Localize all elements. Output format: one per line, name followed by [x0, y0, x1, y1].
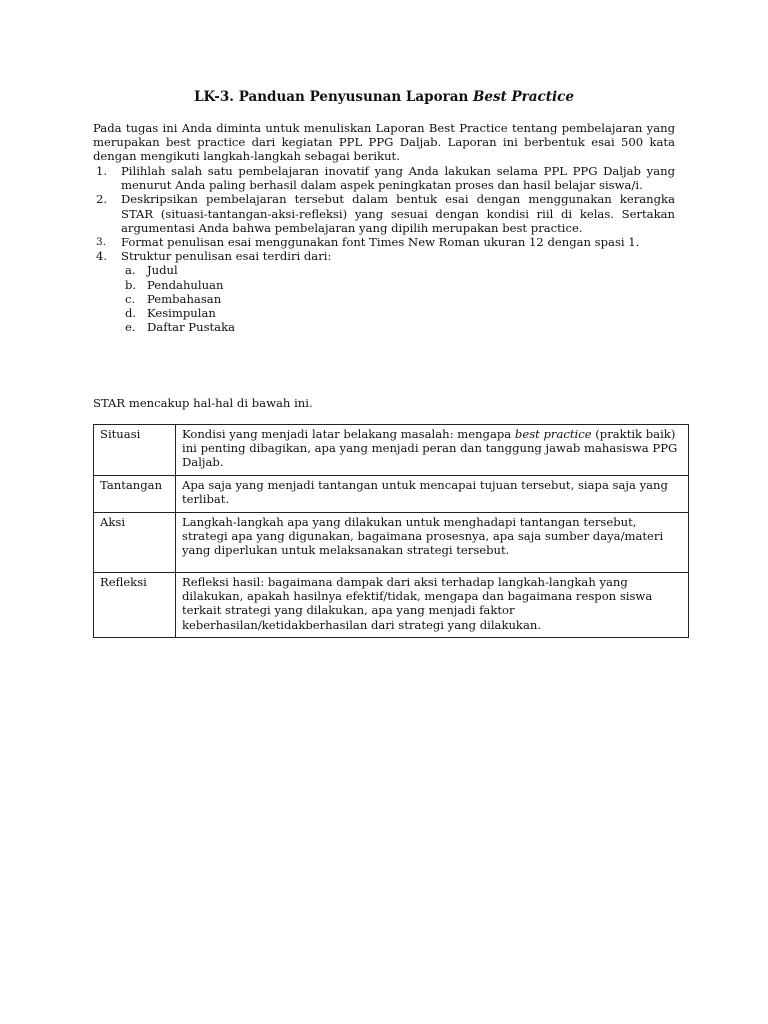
structure-letter: a. [125, 263, 136, 278]
step-number: 3. [96, 236, 107, 249]
structure-item [121, 278, 675, 292]
structure-item [121, 320, 675, 334]
desc-text: Kondisi yang menjadi latar belakang masalah: mengapa [182, 427, 515, 441]
structure-text: Daftar Pustaka [147, 320, 236, 335]
structure-item [121, 292, 675, 306]
star-row-tantangan [94, 476, 689, 513]
star-key: Situasi [94, 425, 176, 476]
structure-letter: e. [125, 320, 136, 335]
star-description: Apa saja yang menjadi tantangan untuk mencapai tujuan tersebut, siapa saja yang terlibat. [176, 476, 689, 513]
star-description [176, 425, 689, 476]
step-number: 2. [96, 192, 108, 207]
star-description: Langkah-langkah apa yang dilakukan untuk menghadapi tantangan tersebut, strategi apa yang digunakan, bagaimana prosesnya, apa saja sumber daya/materi yang diperlukan untuk melaksanakan strategi tersebut. [176, 513, 689, 573]
step-text: Deskripsikan pembelajaran tersebut dalam bentuk esai dengan menggunakan kerangka STAR (situasi-tantangan-aksi-refleksi) yang sesuai dengan kondisi riil di kelas. Sertakan argumentasi Anda bahwa pembelajaran yang dipilih merupakan best practice. [121, 192, 675, 235]
star-key: Tantangan [94, 476, 176, 513]
star-row-situasi [94, 425, 689, 476]
document-title [0, 88, 768, 106]
star-description: Refleksi hasil: bagaimana dampak dari aksi terhadap langkah-langkah yang dilakukan, apakah hasilnya efektif/tidak, mengapa dan bagaimana respon siswa terkait strategi yang dilakukan, apa yang menjadi faktor keberhasilan/ketidakberhasilan dari strategi yang dilakukan. [176, 573, 689, 638]
steps-list [93, 164, 675, 334]
star-intro: STAR mencakup hal-hal di bawah ini. [93, 396, 313, 410]
star-table [93, 424, 689, 638]
desc-italic: best practice [514, 427, 592, 441]
title-prefix: LK-3. Panduan Penyusunan Laporan [194, 89, 473, 105]
star-key: Aksi [94, 513, 176, 573]
step-text: Struktur penulisan esai terdiri dari: [121, 249, 332, 264]
structure-text: Judul [147, 263, 178, 278]
star-key: Refleksi [94, 573, 176, 638]
structure-item [121, 306, 675, 320]
step-item [93, 192, 675, 235]
structure-letter: c. [125, 291, 136, 306]
step-item [93, 235, 675, 249]
desc-text: (praktik baik) ini penting dibagikan, apa yang menjadi peran dan tanggung jawab mahasiswa PPG Daljab. [182, 427, 678, 470]
step-number: 1. [96, 164, 108, 178]
step-item [93, 164, 675, 192]
structure-text: Pendahuluan [147, 277, 224, 292]
star-row-refleksi [94, 573, 689, 638]
star-row-aksi [94, 513, 689, 573]
structure-item [121, 263, 675, 277]
step-number: 4. [96, 249, 108, 264]
structure-text: Kesimpulan [147, 306, 216, 321]
intro-paragraph: Pada tugas ini Anda diminta untuk menuliskan Laporan Best Practice tentang pembelajaran yang merupakan best practice dari kegiatan PPL PPG Daljab. Laporan ini berbentuk esai 500 kata dengan mengikuti langkah-langkah sebagai berikut. [93, 121, 675, 164]
structure-letter: d. [125, 306, 137, 321]
structure-list [121, 263, 675, 334]
step-text: Pilihlah salah satu pembelajaran inovatif yang Anda lakukan selama PPL PPG Daljab yang menurut Anda paling berhasil dalam aspek peningkatan proses dan hasil belajar siswa/i. [121, 164, 675, 193]
step-text: Format penulisan esai menggunakan font Times New Roman ukuran 12 dengan spasi 1. [121, 235, 640, 250]
structure-text: Pembahasan [147, 291, 222, 306]
step-item [93, 249, 675, 334]
structure-letter: b. [125, 277, 137, 292]
title-italic: Best Practice [472, 89, 574, 105]
